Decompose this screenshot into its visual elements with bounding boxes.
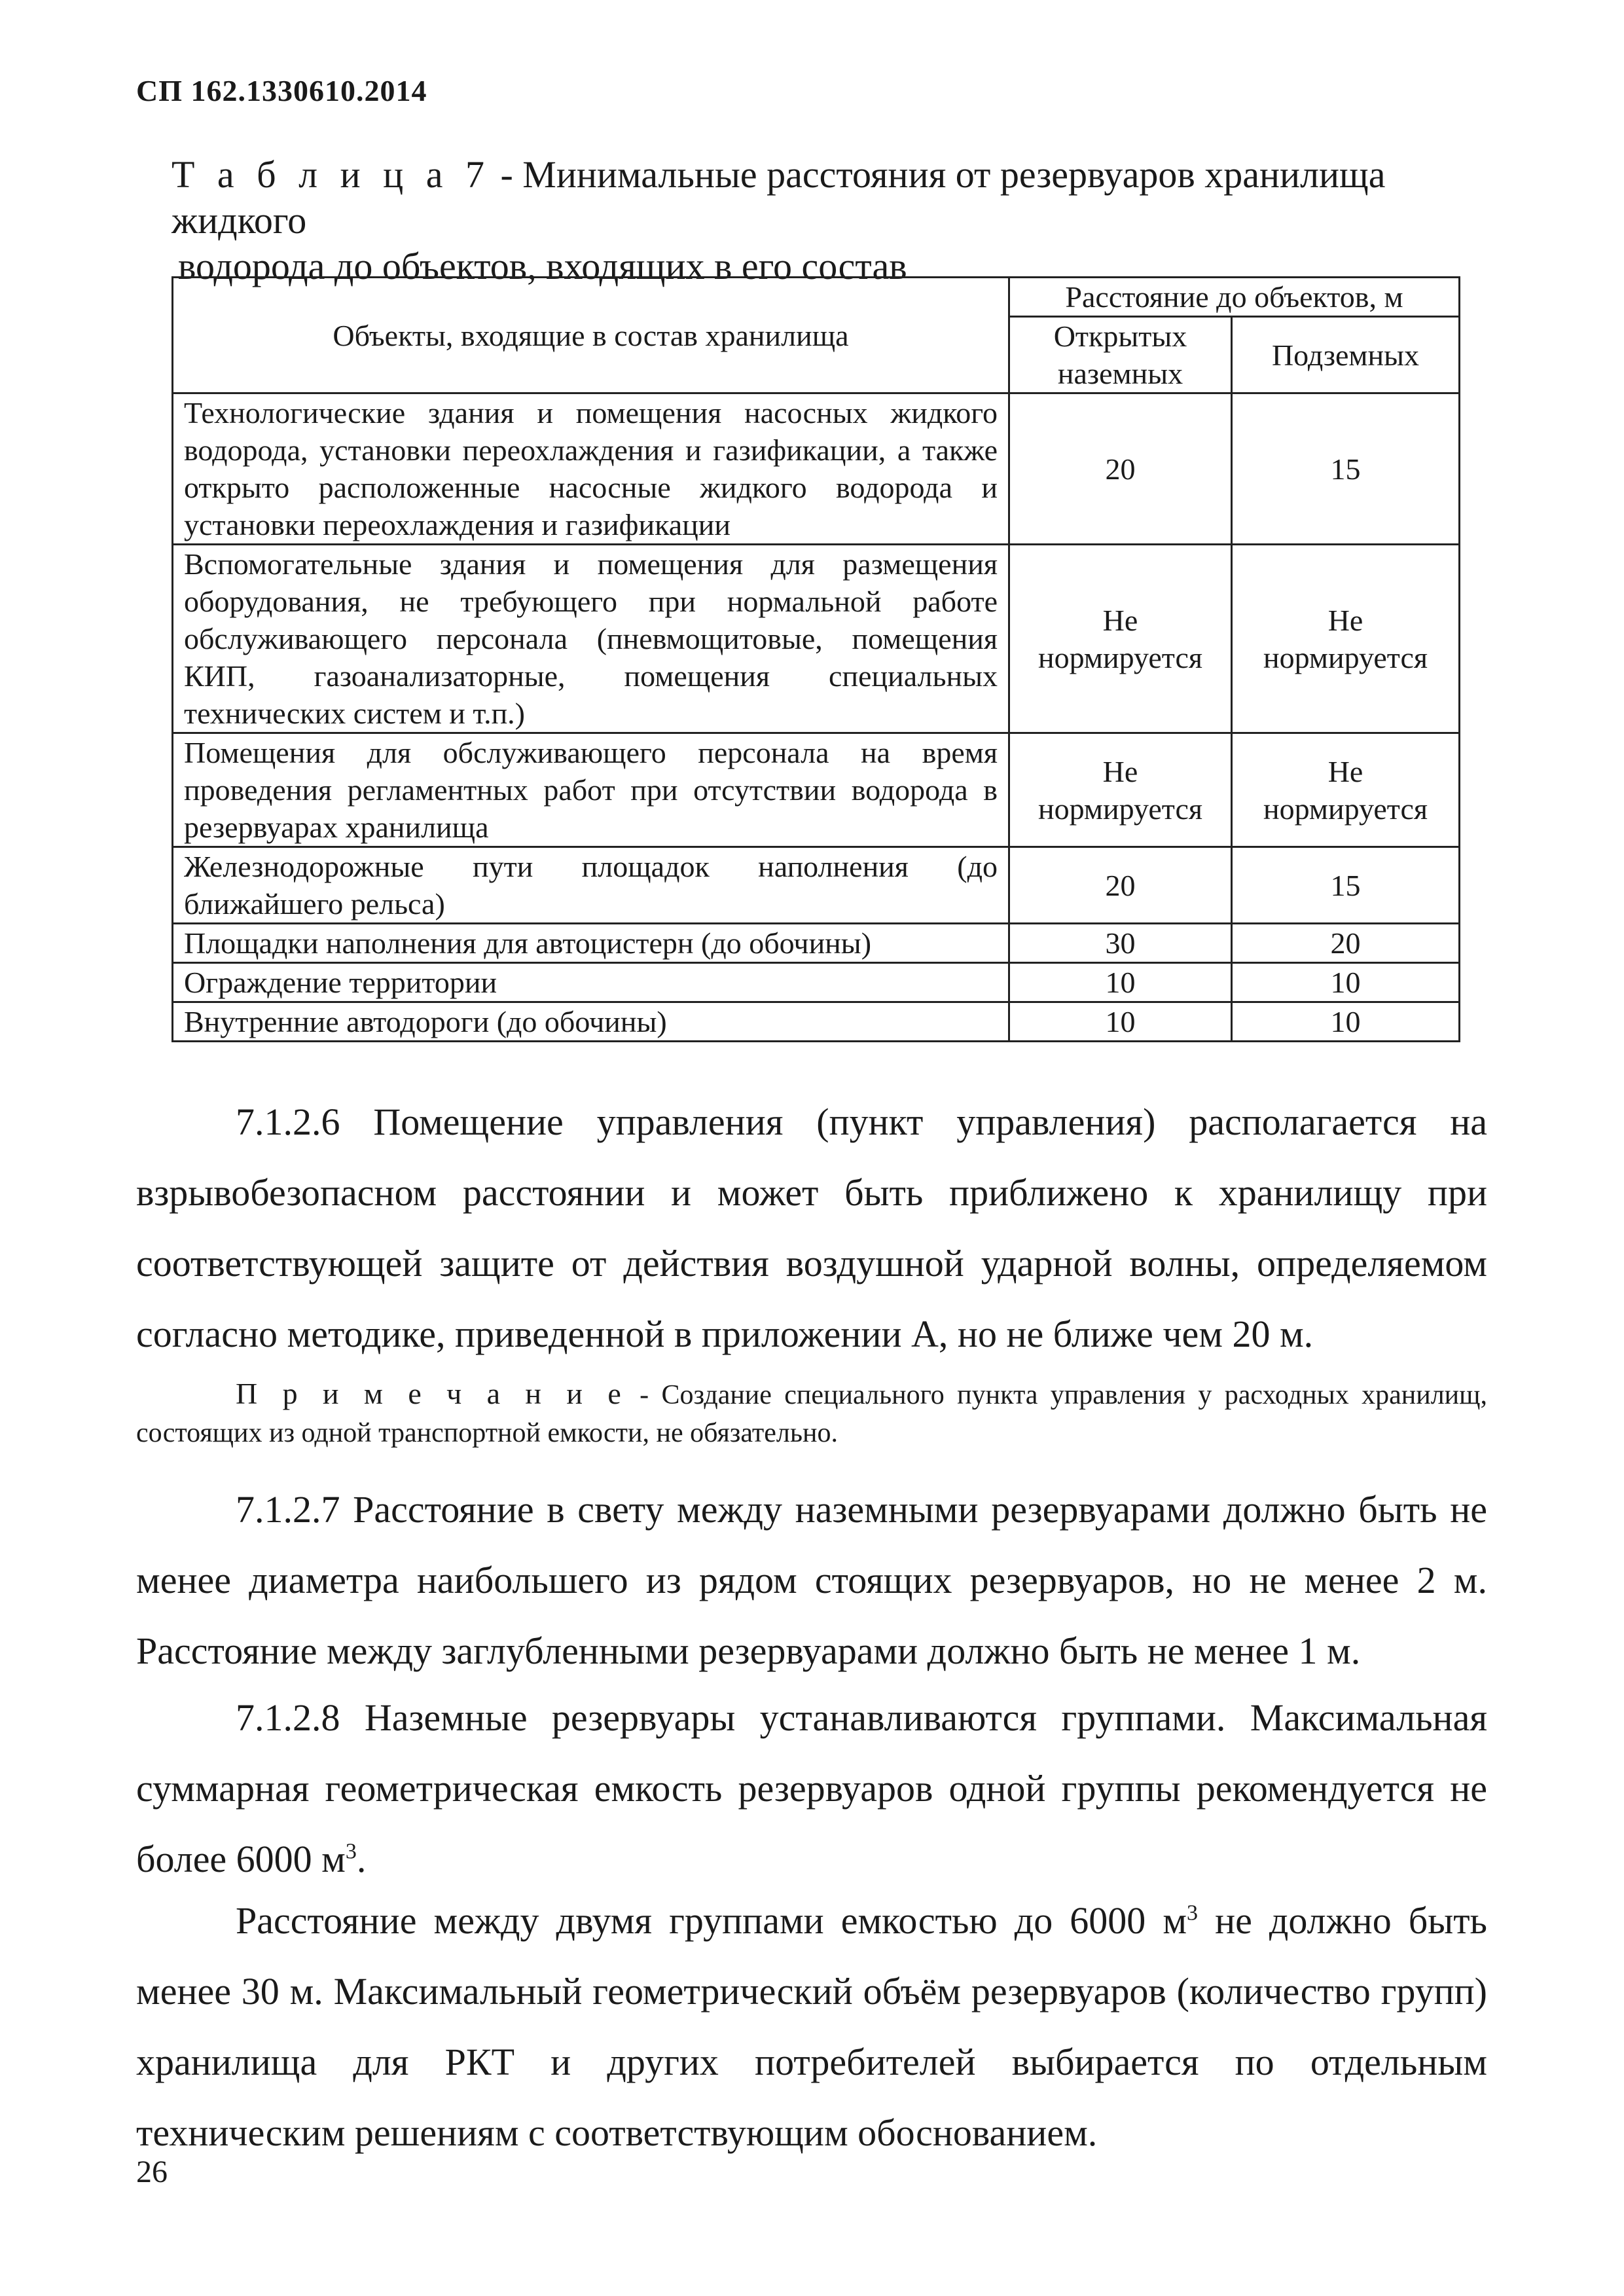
header-distance: Расстояние до объектов, м [1009,278,1460,317]
table-row [173,1002,1460,1042]
table-caption-label: Т а б л и ц а 7 [171,153,491,196]
cell-open: 30 [1009,924,1232,963]
cell-object: Помещения для обслуживающего персонала на время проведения регламентных работ при отсутствии водорода в резервуарах хранилища [173,733,1009,847]
cell-object: Вспомогательные здания и помещения для размещения оборудования, не требующего при нормальной работе обслуживающего персонала (пневмощитовые, помещения КИП, газоанализаторные, помещения специальных технических систем и т.п.) [173,545,1009,733]
cell-open: 20 [1009,847,1232,924]
table-row [173,963,1460,1002]
cell-open: 20 [1009,393,1232,545]
cell-underground: 10 [1232,963,1460,1002]
superscript-3: 3 [1187,1901,1199,1925]
paragraph-7-1-2-8-text: 7.1.2.8 Наземные резервуары устанавливаются группами. Максимальная суммарная геометрическая емкость резервуаров одной группы рекомендуется не более 6000 м [136,1696,1487,1880]
document-code: СП 162.1330610.2014 [136,74,427,107]
paragraph-7-1-2-8 [136,1683,1487,1895]
cell-object: Железнодорожные пути площадок наполнения (до ближайшего рельса) [173,847,1009,924]
note [136,1375,1487,1452]
cell-underground: 10 [1232,1002,1460,1042]
distance-table [171,276,1460,1042]
table-row [173,733,1460,847]
paragraph-group-distance-text-a: Расстояние между двумя группами емкостью до 6000 м [236,1899,1187,1942]
cell-underground: Не нормируется [1232,545,1460,733]
paragraph-7-1-2-7: 7.1.2.7 Расстояние в свету между наземными резервуарами должно быть не менее диаметра наибольшего из рядом стоящих резервуаров, но не менее 2 м. Расстояние между заглубленными резервуарами должно быть не менее 1 м. [136,1488,1487,1672]
table-row [173,393,1460,545]
table-caption-text-2: водорода до объектов, входящих в его состав [178,245,907,287]
superscript-3: 3 [345,1839,357,1864]
table-header-row [173,278,1460,317]
cell-open: 10 [1009,963,1232,1002]
table-row [173,847,1460,924]
cell-object: Ограждение территории [173,963,1009,1002]
cell-open: 10 [1009,1002,1232,1042]
table-row [173,545,1460,733]
cell-underground: 15 [1232,393,1460,545]
paragraph-group-distance [136,1886,1487,2168]
cell-object: Технологические здания и помещения насосных жидкого водорода, установки переохлаждения и газификации, а также открыто расположенные насосные жидкого водорода и установки переохлаждения и газификации [173,393,1009,545]
header-open: Открытых наземных [1009,317,1232,393]
page-number: 26 [136,2155,168,2189]
header-objects: Объекты, входящие в состав хранилища [173,278,1009,393]
table-body [173,393,1460,1042]
cell-underground: 20 [1232,924,1460,963]
paragraph-7-1-2-8-end: . [356,1838,367,1880]
cell-underground: Не нормируется [1232,733,1460,847]
cell-open: Не нормируется [1009,545,1232,733]
header-underground: Подземных [1232,317,1460,393]
cell-object: Внутренние автодороги (до обочины) [173,1002,1009,1042]
cell-underground: 15 [1232,847,1460,924]
cell-open: Не нормируется [1009,733,1232,847]
note-text: - Создание специального пункта управления у расходных хранилищ, состоящих из одной транспортной емкости, не обязательно. [136,1380,1487,1448]
paragraph-group-distance-text-b: не должно быть менее 30 м. Максимальный геометрический объём резервуаров (количество групп) хранилища для РКТ и других потребителей выбирается по отдельным техническим решениям с соответствующим обоснованием. [136,1899,1487,2154]
table-caption [171,152,1513,289]
table-caption-text: - Минимальные расстояния от резервуаров хранилища жидкого [171,153,1386,242]
cell-object: Площадки наполнения для автоцистерн (до обочины) [173,924,1009,963]
note-label: П р и м е ч а н и е [236,1377,627,1410]
table-row [173,924,1460,963]
paragraph-7-1-2-6: 7.1.2.6 Помещение управления (пункт управления) располагается на взрывобезопасном расстоянии и может быть приближено к хранилищу при соответствующей защите от действия воздушной ударной волны, определяемом согласно методике, приведенной в приложении А, но не ближе чем 20 м. [136,1101,1487,1355]
